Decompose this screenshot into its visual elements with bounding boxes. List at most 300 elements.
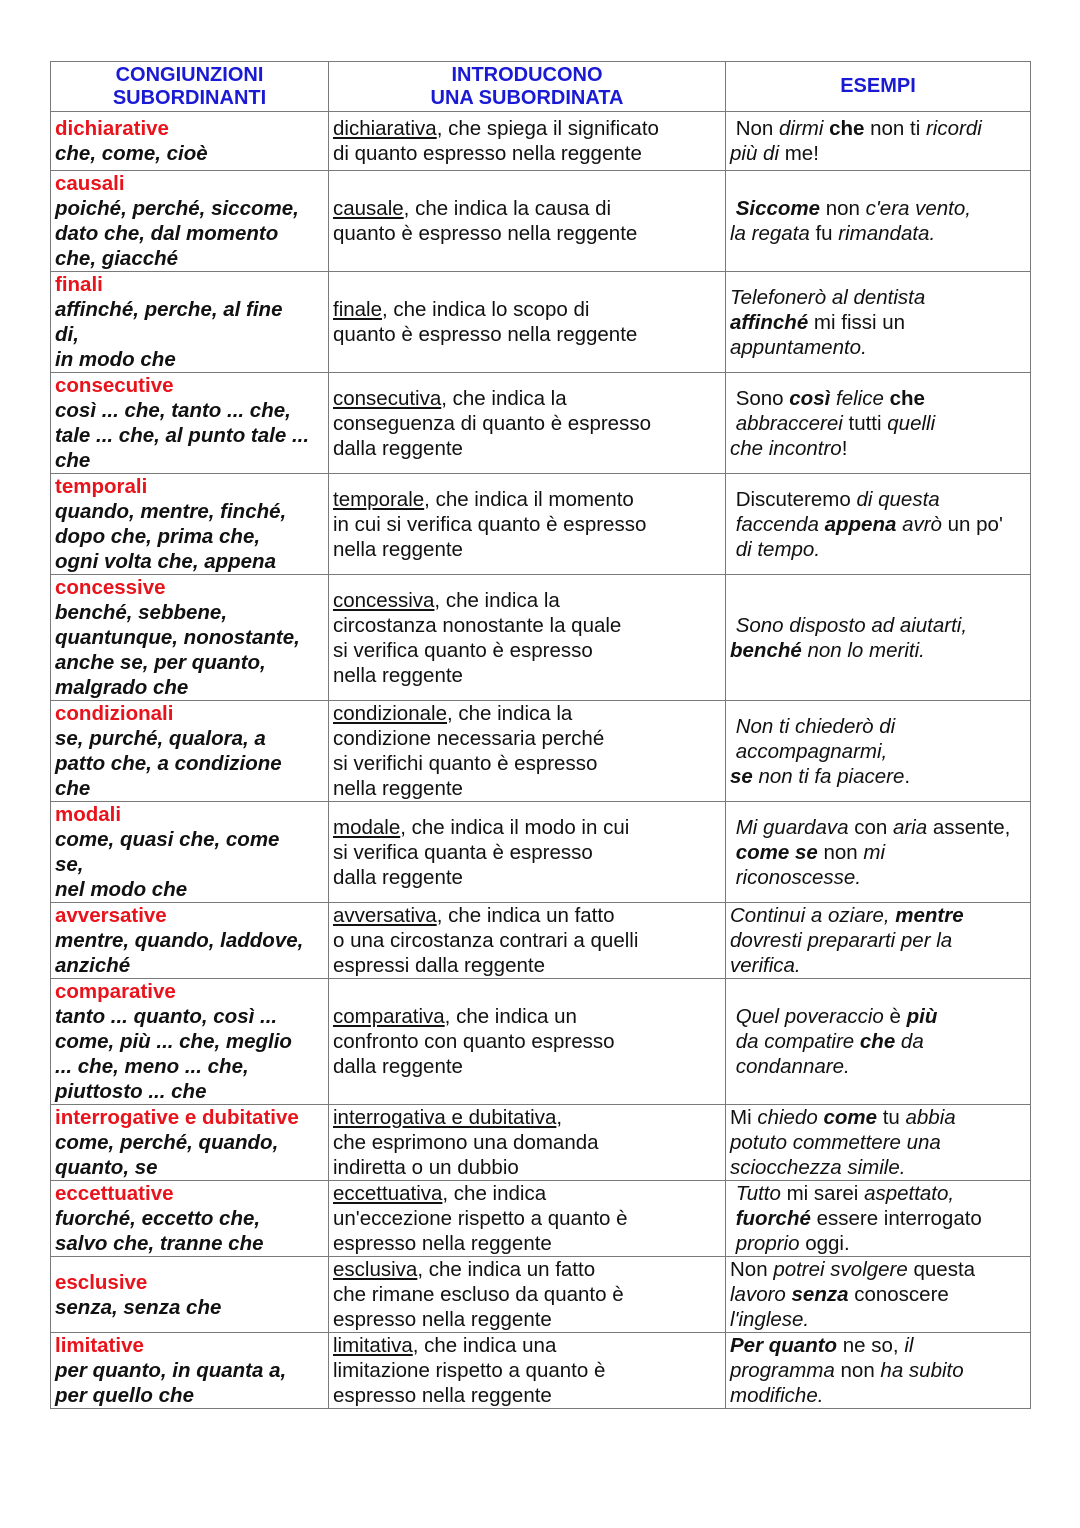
conjunctions-table (50, 61, 1031, 1409)
conjunction-line: che, come, cioè (55, 142, 208, 165)
example-text: sciocchezza simile. (730, 1156, 906, 1179)
conjunction-line: che (55, 449, 91, 472)
description-line: espresso nella reggente (333, 1308, 552, 1331)
category-label: causali (55, 172, 125, 195)
description-line (333, 1004, 721, 1029)
category-label: limitative (55, 1334, 144, 1357)
description-line: si verifica quanto è espresso (333, 638, 593, 662)
example-line (730, 1181, 1026, 1206)
example-text: potrei svolgere (773, 1258, 914, 1281)
example-line (730, 1155, 1026, 1180)
category-label: esclusive (55, 1270, 148, 1294)
subordinate-term: limitativa (333, 1334, 413, 1357)
conjunction-line: dato che, dal momento (55, 222, 279, 245)
conjunction-cell (51, 474, 329, 575)
example-text: non (840, 1359, 881, 1382)
example-line (730, 285, 1026, 310)
example-text: fu (815, 222, 839, 245)
example-text: abbraccerei (730, 411, 849, 435)
example-line (730, 1282, 1026, 1307)
example-text: non (820, 197, 866, 220)
example-text: potuto commettere una (730, 1131, 941, 1154)
conjunction-line: in modo che (55, 348, 176, 371)
example-text: il (904, 1334, 914, 1357)
conjunction-line: come, quasi che, come (55, 828, 280, 851)
description-cell (329, 272, 726, 373)
conjunction-cell (51, 802, 329, 903)
conjunction-cell (51, 701, 329, 802)
conjunction-line: così ... che, tanto ... che, (55, 399, 291, 422)
example-line (730, 1257, 1026, 1282)
description-line: che rimane escluso da quanto è (333, 1283, 624, 1306)
example-cell (726, 1333, 1031, 1409)
example-text: Quel poveraccio (730, 1005, 890, 1028)
subordinate-term: finale (333, 298, 383, 321)
example-line (730, 764, 1026, 789)
conjunction-cell (51, 1181, 329, 1257)
table-row (51, 903, 1031, 979)
conjunction-line: anche se, per quanto, (55, 651, 266, 674)
category-label: comparative (55, 980, 176, 1003)
example-text: assente, (932, 815, 1011, 839)
example-text: oggi. (805, 1232, 850, 1255)
example-cell (726, 171, 1031, 272)
conjunction-line: che, giacché (55, 247, 179, 270)
description-line (333, 815, 721, 840)
example-text: non (817, 840, 864, 864)
example-line (730, 335, 1026, 360)
description-line: nella reggente (333, 663, 463, 687)
description-text: , che indica la (446, 702, 573, 725)
example-text: che incontro (730, 436, 842, 460)
example-text: questa (913, 1258, 976, 1281)
example-text: felice (830, 386, 890, 410)
description-cell (329, 903, 726, 979)
example-text: dovresti prepararti per la (730, 929, 953, 952)
description-line: espresso nella reggente (333, 1384, 552, 1407)
category-label: concessive (55, 576, 166, 599)
conjunction-line: ogni volta che, appena (55, 550, 276, 573)
table-row (51, 979, 1031, 1105)
description-cell (329, 1257, 726, 1333)
header-row (51, 62, 1031, 112)
example-line (730, 141, 1026, 166)
example-text: verifica. (730, 954, 801, 977)
description-line: o una circostanza contrari a quelli (333, 929, 639, 952)
example-line (730, 1054, 1026, 1079)
conjunction-line: mentre, quando, laddove, (55, 929, 304, 952)
example-keyword: che (889, 386, 925, 410)
example-keyword: così (789, 386, 831, 410)
example-text: di tempo. (730, 537, 821, 561)
example-cell (726, 112, 1031, 171)
description-text: , che indica (442, 1182, 547, 1205)
example-line (730, 1105, 1026, 1130)
conjunction-line: di, (55, 323, 79, 346)
description-text: , che indica una (412, 1334, 557, 1357)
example-line (730, 386, 1026, 411)
example-text: avrò (896, 512, 948, 536)
example-keyword: benché (730, 638, 802, 662)
description-cell (329, 373, 726, 474)
example-keyword: appena (824, 512, 897, 536)
description-line (333, 1105, 721, 1130)
subordinate-term: comparativa (333, 1005, 445, 1028)
description-line (333, 1181, 721, 1206)
example-text: lavoro (730, 1283, 792, 1306)
conjunction-line: ... che, meno ... che, (55, 1055, 249, 1078)
conjunction-line: per quello che (55, 1384, 194, 1407)
category-label: interrogative e dubitative (55, 1106, 299, 1129)
example-text: modifiche. (730, 1384, 824, 1407)
example-cell (726, 802, 1031, 903)
example-line (730, 903, 1026, 928)
conjunction-line: tanto ... quanto, così ... (55, 1005, 278, 1028)
example-text: ! (841, 436, 848, 460)
example-line (730, 537, 1026, 562)
conjunction-cell (51, 1333, 329, 1409)
example-text: non lo meriti. (801, 638, 925, 662)
example-line (730, 739, 1026, 764)
example-keyword: più (906, 1005, 938, 1028)
example-text: Mi guardava (730, 815, 855, 839)
subordinate-term: interrogativa e dubitativa (333, 1106, 557, 1129)
example-text: non ti fa piacere (752, 764, 905, 788)
subordinate-term: concessiva (333, 588, 435, 612)
description-text: , che spiega il significato (436, 117, 659, 140)
example-line (730, 1358, 1026, 1383)
description-line (333, 196, 721, 221)
table-row (51, 474, 1031, 575)
description-line: che esprimono una domanda (333, 1131, 599, 1154)
example-text: . (904, 764, 911, 788)
example-cell (726, 1181, 1031, 1257)
example-cell (726, 1257, 1031, 1333)
category-label: eccettuative (55, 1182, 174, 1205)
example-text: un po' (947, 512, 1003, 536)
example-text: faccenda (730, 512, 825, 536)
subordinate-term: eccettuativa (333, 1182, 443, 1205)
example-keyword: fuorché (735, 1207, 811, 1230)
table-row (51, 171, 1031, 272)
conjunction-line: tale ... che, al punto tale ... (55, 424, 310, 447)
conjunction-line: per quanto, in quanta a, (55, 1359, 287, 1382)
conjunction-line: benché, sebbene, (55, 601, 228, 624)
example-cell (726, 373, 1031, 474)
example-line (730, 196, 1026, 221)
example-line (730, 613, 1026, 638)
subordinate-term: temporale (333, 487, 425, 511)
conjunction-line: quanto, se (55, 1156, 158, 1179)
example-keyword: se (730, 764, 753, 788)
category-label: condizionali (55, 702, 174, 725)
category-label: finali (55, 273, 103, 296)
example-text: è (889, 1005, 907, 1028)
description-line: conseguenza di quanto è espresso (333, 411, 651, 435)
example-text: quelli (887, 411, 936, 435)
description-line: nella reggente (333, 537, 463, 561)
description-text: , che indica la (434, 588, 560, 612)
example-keyword: come se (735, 840, 818, 864)
example-text: me! (779, 142, 819, 165)
description-line: dalla reggente (333, 1055, 463, 1078)
description-line: di quanto espresso nella reggente (333, 142, 642, 165)
example-text: aspettato, (864, 1182, 955, 1205)
description-cell (329, 171, 726, 272)
example-text: da compatire (730, 1030, 860, 1053)
description-cell (329, 575, 726, 701)
example-text: non ti (864, 117, 926, 140)
description-line: dalla reggente (333, 436, 463, 460)
example-text: Tutto (730, 1182, 787, 1205)
example-keyword: come (823, 1106, 877, 1129)
example-line (730, 1206, 1026, 1231)
example-text: appuntamento. (730, 335, 867, 359)
subordinate-term: consecutiva (333, 386, 442, 410)
example-text: mi (863, 840, 886, 864)
conjunction-line: anziché (55, 954, 131, 977)
example-text: aria (892, 815, 933, 839)
example-text: Sono (730, 386, 790, 410)
description-text: , che indica un fatto (417, 1258, 596, 1281)
example-text: abbia (905, 1106, 956, 1129)
example-line (730, 1130, 1026, 1155)
example-line (730, 953, 1026, 978)
category-label: temporali (55, 475, 148, 498)
example-line (730, 1231, 1026, 1256)
description-line: nella reggente (333, 777, 463, 800)
description-line: condizione necessaria perché (333, 727, 605, 750)
example-keyword: che (829, 117, 865, 140)
table-row (51, 272, 1031, 373)
example-line (730, 1383, 1026, 1408)
example-text: conoscere (848, 1283, 949, 1306)
description-cell (329, 802, 726, 903)
example-cell (726, 272, 1031, 373)
example-text: rimandata. (838, 222, 936, 245)
description-cell (329, 112, 726, 171)
example-line (730, 1333, 1026, 1358)
description-text: , che indica il modo in cui (400, 815, 630, 839)
conjunction-line: quantunque, nonostante, (55, 626, 300, 649)
conjunction-line: patto che, a condizione (55, 752, 282, 775)
conjunction-line: come, più ... che, meglio (55, 1030, 292, 1053)
table-row (51, 1105, 1031, 1181)
category-label: modali (55, 803, 122, 826)
example-text: chiedo (757, 1106, 824, 1129)
example-line (730, 512, 1026, 537)
example-text: condannare. (730, 1055, 850, 1078)
description-line: circostanza nonostante la quale (333, 613, 622, 637)
subordinate-term: avversativa (333, 904, 437, 927)
description-text: , che indica lo scopo di (382, 298, 590, 321)
example-text: accompagnarmi, (730, 739, 888, 763)
example-line (730, 840, 1026, 865)
conjunction-cell (51, 575, 329, 701)
description-line: indiretta o un dubbio (333, 1156, 519, 1179)
table-row (51, 373, 1031, 474)
example-keyword: Siccome (735, 197, 821, 220)
example-line (730, 221, 1026, 246)
description-line: espressi dalla reggente (333, 954, 545, 977)
subordinate-term: condizionale (333, 702, 447, 725)
conjunction-cell (51, 171, 329, 272)
description-text: , che indica la (441, 386, 567, 410)
example-keyword: Per quanto (730, 1334, 838, 1357)
conjunction-line: se, (55, 853, 84, 876)
conjunction-line: poiché, perché, siccome, (55, 197, 299, 220)
example-line (730, 714, 1026, 739)
conjunction-cell (51, 1257, 329, 1333)
example-text: Continui a oziare, (730, 904, 896, 927)
example-text: programma (730, 1359, 841, 1382)
description-line (333, 487, 721, 512)
example-cell (726, 979, 1031, 1105)
description-line (333, 1333, 721, 1358)
table-row (51, 1333, 1031, 1409)
description-line: si verifichi quanto è espresso (333, 752, 598, 775)
description-line: si verifica quanta è espresso (333, 840, 593, 864)
table-row (51, 1181, 1031, 1257)
example-text: dirmi (779, 117, 830, 140)
example-text: essere interrogato (810, 1207, 982, 1230)
example-text: tutti (848, 411, 888, 435)
example-keyword: che (859, 1030, 896, 1053)
table-row (51, 112, 1031, 171)
description-line: quanto è espresso nella reggente (333, 222, 638, 245)
conjunction-line: piuttosto ... che (55, 1080, 207, 1103)
conjunction-line: se, purché, qualora, a (55, 727, 266, 750)
table-row (51, 701, 1031, 802)
subordinate-term: dichiarativa (333, 117, 437, 140)
subordinate-term: esclusiva (333, 1258, 418, 1281)
description-cell (329, 474, 726, 575)
description-line: un'eccezione rispetto a quanto è (333, 1207, 628, 1230)
example-text: Non (730, 1258, 774, 1281)
conjunction-line: nel modo che (55, 878, 188, 901)
description-text: , che indica un fatto (436, 904, 615, 927)
description-line (333, 297, 721, 322)
description-text: , che indica un (444, 1005, 577, 1028)
example-text: mi fissi un (808, 310, 906, 334)
example-line (730, 411, 1026, 436)
description-text: , che indica il momento (424, 487, 634, 511)
example-line (730, 815, 1026, 840)
description-cell (329, 979, 726, 1105)
conjunction-line: fuorché, eccetto che, (55, 1207, 261, 1230)
conjunction-line: affinché, perche, al fine (55, 298, 283, 321)
header-examples: ESEMPI (726, 62, 1031, 112)
example-line (730, 638, 1026, 663)
description-line: limitazione rispetto a quanto è (333, 1359, 606, 1382)
description-cell (329, 1105, 726, 1181)
description-line: quanto è espresso nella reggente (333, 323, 638, 346)
example-text: Discuteremo (730, 487, 857, 511)
example-text: la regata (730, 222, 816, 245)
example-text: mi sarei (786, 1182, 865, 1205)
example-cell (726, 575, 1031, 701)
example-text: ricordi (925, 117, 982, 140)
example-text: più di (730, 142, 780, 165)
conjunction-line: senza, senza che (55, 1295, 222, 1319)
example-cell (726, 701, 1031, 802)
example-text: di questa (856, 487, 940, 511)
description-cell (329, 701, 726, 802)
category-label: dichiarative (55, 117, 169, 140)
description-line (333, 701, 721, 726)
example-text: Non ti chiederò di (730, 714, 896, 738)
subordinate-term: causale (333, 197, 404, 220)
conjunction-line: che (55, 777, 91, 800)
header-conjunctions: CONGIUNZIONI SUBORDINANTI (51, 62, 329, 112)
example-text: ha subito (880, 1359, 964, 1382)
example-text: Non (730, 117, 779, 140)
description-line (333, 903, 721, 928)
description-line: in cui si verifica quanto è espresso (333, 512, 647, 536)
description-line (333, 588, 721, 613)
example-line (730, 928, 1026, 953)
example-line (730, 436, 1026, 461)
example-text: riconoscesse. (730, 865, 862, 889)
description-text: , (556, 1106, 563, 1129)
description-line: dalla reggente (333, 865, 463, 889)
example-text: tu (877, 1106, 906, 1129)
example-cell (726, 903, 1031, 979)
example-text: Mi (730, 1106, 758, 1129)
description-line (333, 1257, 721, 1282)
conjunction-line: malgrado che (55, 676, 189, 699)
example-text: proprio (730, 1232, 806, 1255)
example-line (730, 1004, 1026, 1029)
example-keyword: mentre (895, 904, 964, 927)
example-cell (726, 1105, 1031, 1181)
description-line (333, 116, 721, 141)
conjunction-cell (51, 112, 329, 171)
conjunction-line: quando, mentre, finché, (55, 500, 287, 523)
example-keyword: senza (791, 1283, 849, 1306)
description-cell (329, 1333, 726, 1409)
example-line (730, 1029, 1026, 1054)
table-row (51, 802, 1031, 903)
description-line: confronto con quanto espresso (333, 1030, 615, 1053)
example-text: Telefonerò al dentista (730, 285, 926, 309)
conjunction-cell (51, 903, 329, 979)
conjunction-cell (51, 979, 329, 1105)
example-cell (726, 474, 1031, 575)
example-line (730, 865, 1026, 890)
example-line (730, 310, 1026, 335)
category-label: consecutive (55, 374, 174, 397)
example-line (730, 116, 1026, 141)
example-line (730, 487, 1026, 512)
conjunction-line: come, perché, quando, (55, 1131, 279, 1154)
conjunction-line: salvo che, tranne che (55, 1232, 264, 1255)
subordinate-term: modale (333, 815, 401, 839)
description-cell (329, 1181, 726, 1257)
example-text: l'inglese. (730, 1308, 810, 1331)
description-text: , che indica la causa di (403, 197, 612, 220)
example-keyword: affinché (730, 310, 809, 334)
example-text: Sono disposto ad aiutarti, (730, 613, 968, 637)
conjunction-cell (51, 1105, 329, 1181)
description-line (333, 386, 721, 411)
table-row (51, 575, 1031, 701)
description-line: espresso nella reggente (333, 1232, 552, 1255)
category-label: avversative (55, 904, 167, 927)
example-text: ne so, (837, 1334, 905, 1357)
conjunction-line: dopo che, prima che, (55, 525, 261, 548)
example-text: con (854, 815, 893, 839)
